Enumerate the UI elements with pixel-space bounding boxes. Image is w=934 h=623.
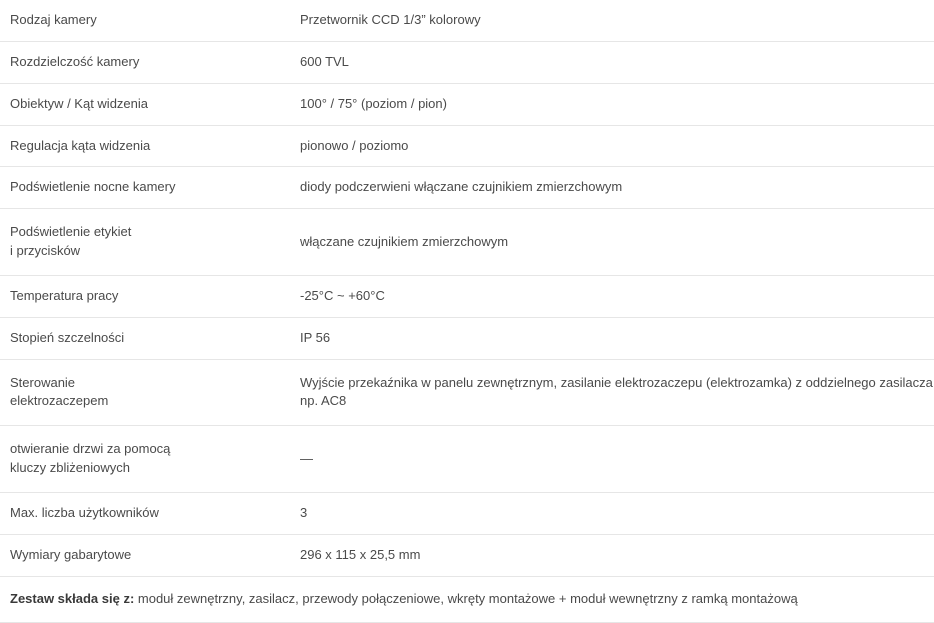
table-row xyxy=(0,359,934,426)
spec-value: IP 56 xyxy=(300,329,331,345)
table-row xyxy=(0,492,934,534)
kit-contents-row xyxy=(0,576,934,622)
spec-label: Podświetlenie nocne kamery xyxy=(10,179,176,195)
spec-label: Rodzaj kamery xyxy=(10,12,97,27)
spec-value: 100° / 75° (poziom / pion) xyxy=(300,95,447,111)
spec-label: Regulacja kąta widzenia xyxy=(10,137,151,153)
spec-value: Przetwornik CCD 1/3” kolorowy xyxy=(300,12,481,27)
spec-value: -25°C ~ +60°C xyxy=(300,287,385,303)
kit-contents-text: moduł zewnętrzny, zasilacz, przewody połączeniowe, wkręty montażowe + moduł wewnętrzny z ramką montażową xyxy=(134,590,798,606)
kit-contents xyxy=(0,576,934,622)
table-row xyxy=(0,167,934,209)
spec-label xyxy=(0,426,292,493)
spec-value: 3 xyxy=(300,504,308,520)
spec-label: Temperatura pracy xyxy=(10,287,119,303)
spec-value: Wyjście przekaźnika w panelu zewnętrznym, zasilanie elektrozaczepu (elektrozamka) z oddzielnego zasilacza np. AC8 xyxy=(300,374,933,409)
spec-label-line2: elektrozaczepem xyxy=(10,393,109,409)
spec-value: 296 x 115 x 25,5 mm xyxy=(300,546,421,562)
spec-label: Rozdzielczość kamery xyxy=(10,53,140,69)
table-row xyxy=(0,534,934,576)
spec-value: 600 TVL xyxy=(300,53,349,69)
kit-contents-label: Zestaw składa się z: xyxy=(10,590,135,606)
spec-value: włączane czujnikiem zmierzchowym xyxy=(300,233,509,249)
table-row xyxy=(0,0,934,41)
spec-label: Stopień szczelności xyxy=(10,329,125,345)
spec-label-line2: i przycisków xyxy=(10,243,81,259)
spec-value: — xyxy=(300,450,313,466)
spec-label: Obiektyw / Kąt widzenia xyxy=(10,95,149,111)
spec-value: pionowo / poziomo xyxy=(300,137,409,153)
table-row xyxy=(0,83,934,125)
table-row xyxy=(0,125,934,167)
spec-label-line1: Podświetlenie etykiet xyxy=(10,224,132,240)
table-row xyxy=(0,41,934,83)
spec-label-line1: otwieranie drzwi za pomocą xyxy=(10,441,171,457)
spec-label xyxy=(0,359,292,426)
spec-label-line1: Sterowanie xyxy=(10,374,76,390)
spec-value: diody podczerwieni włączane czujnikiem zmierzchowym xyxy=(300,179,623,195)
table-row xyxy=(0,317,934,359)
table-row xyxy=(0,209,934,276)
spec-label: Wymiary gabarytowe xyxy=(10,546,132,562)
spec-label: Max. liczba użytkowników xyxy=(10,504,159,520)
spec-label xyxy=(0,209,292,276)
spec-label-line2: kluczy zbliżeniowych xyxy=(10,460,130,476)
table-row xyxy=(0,426,934,493)
table-row xyxy=(0,275,934,317)
